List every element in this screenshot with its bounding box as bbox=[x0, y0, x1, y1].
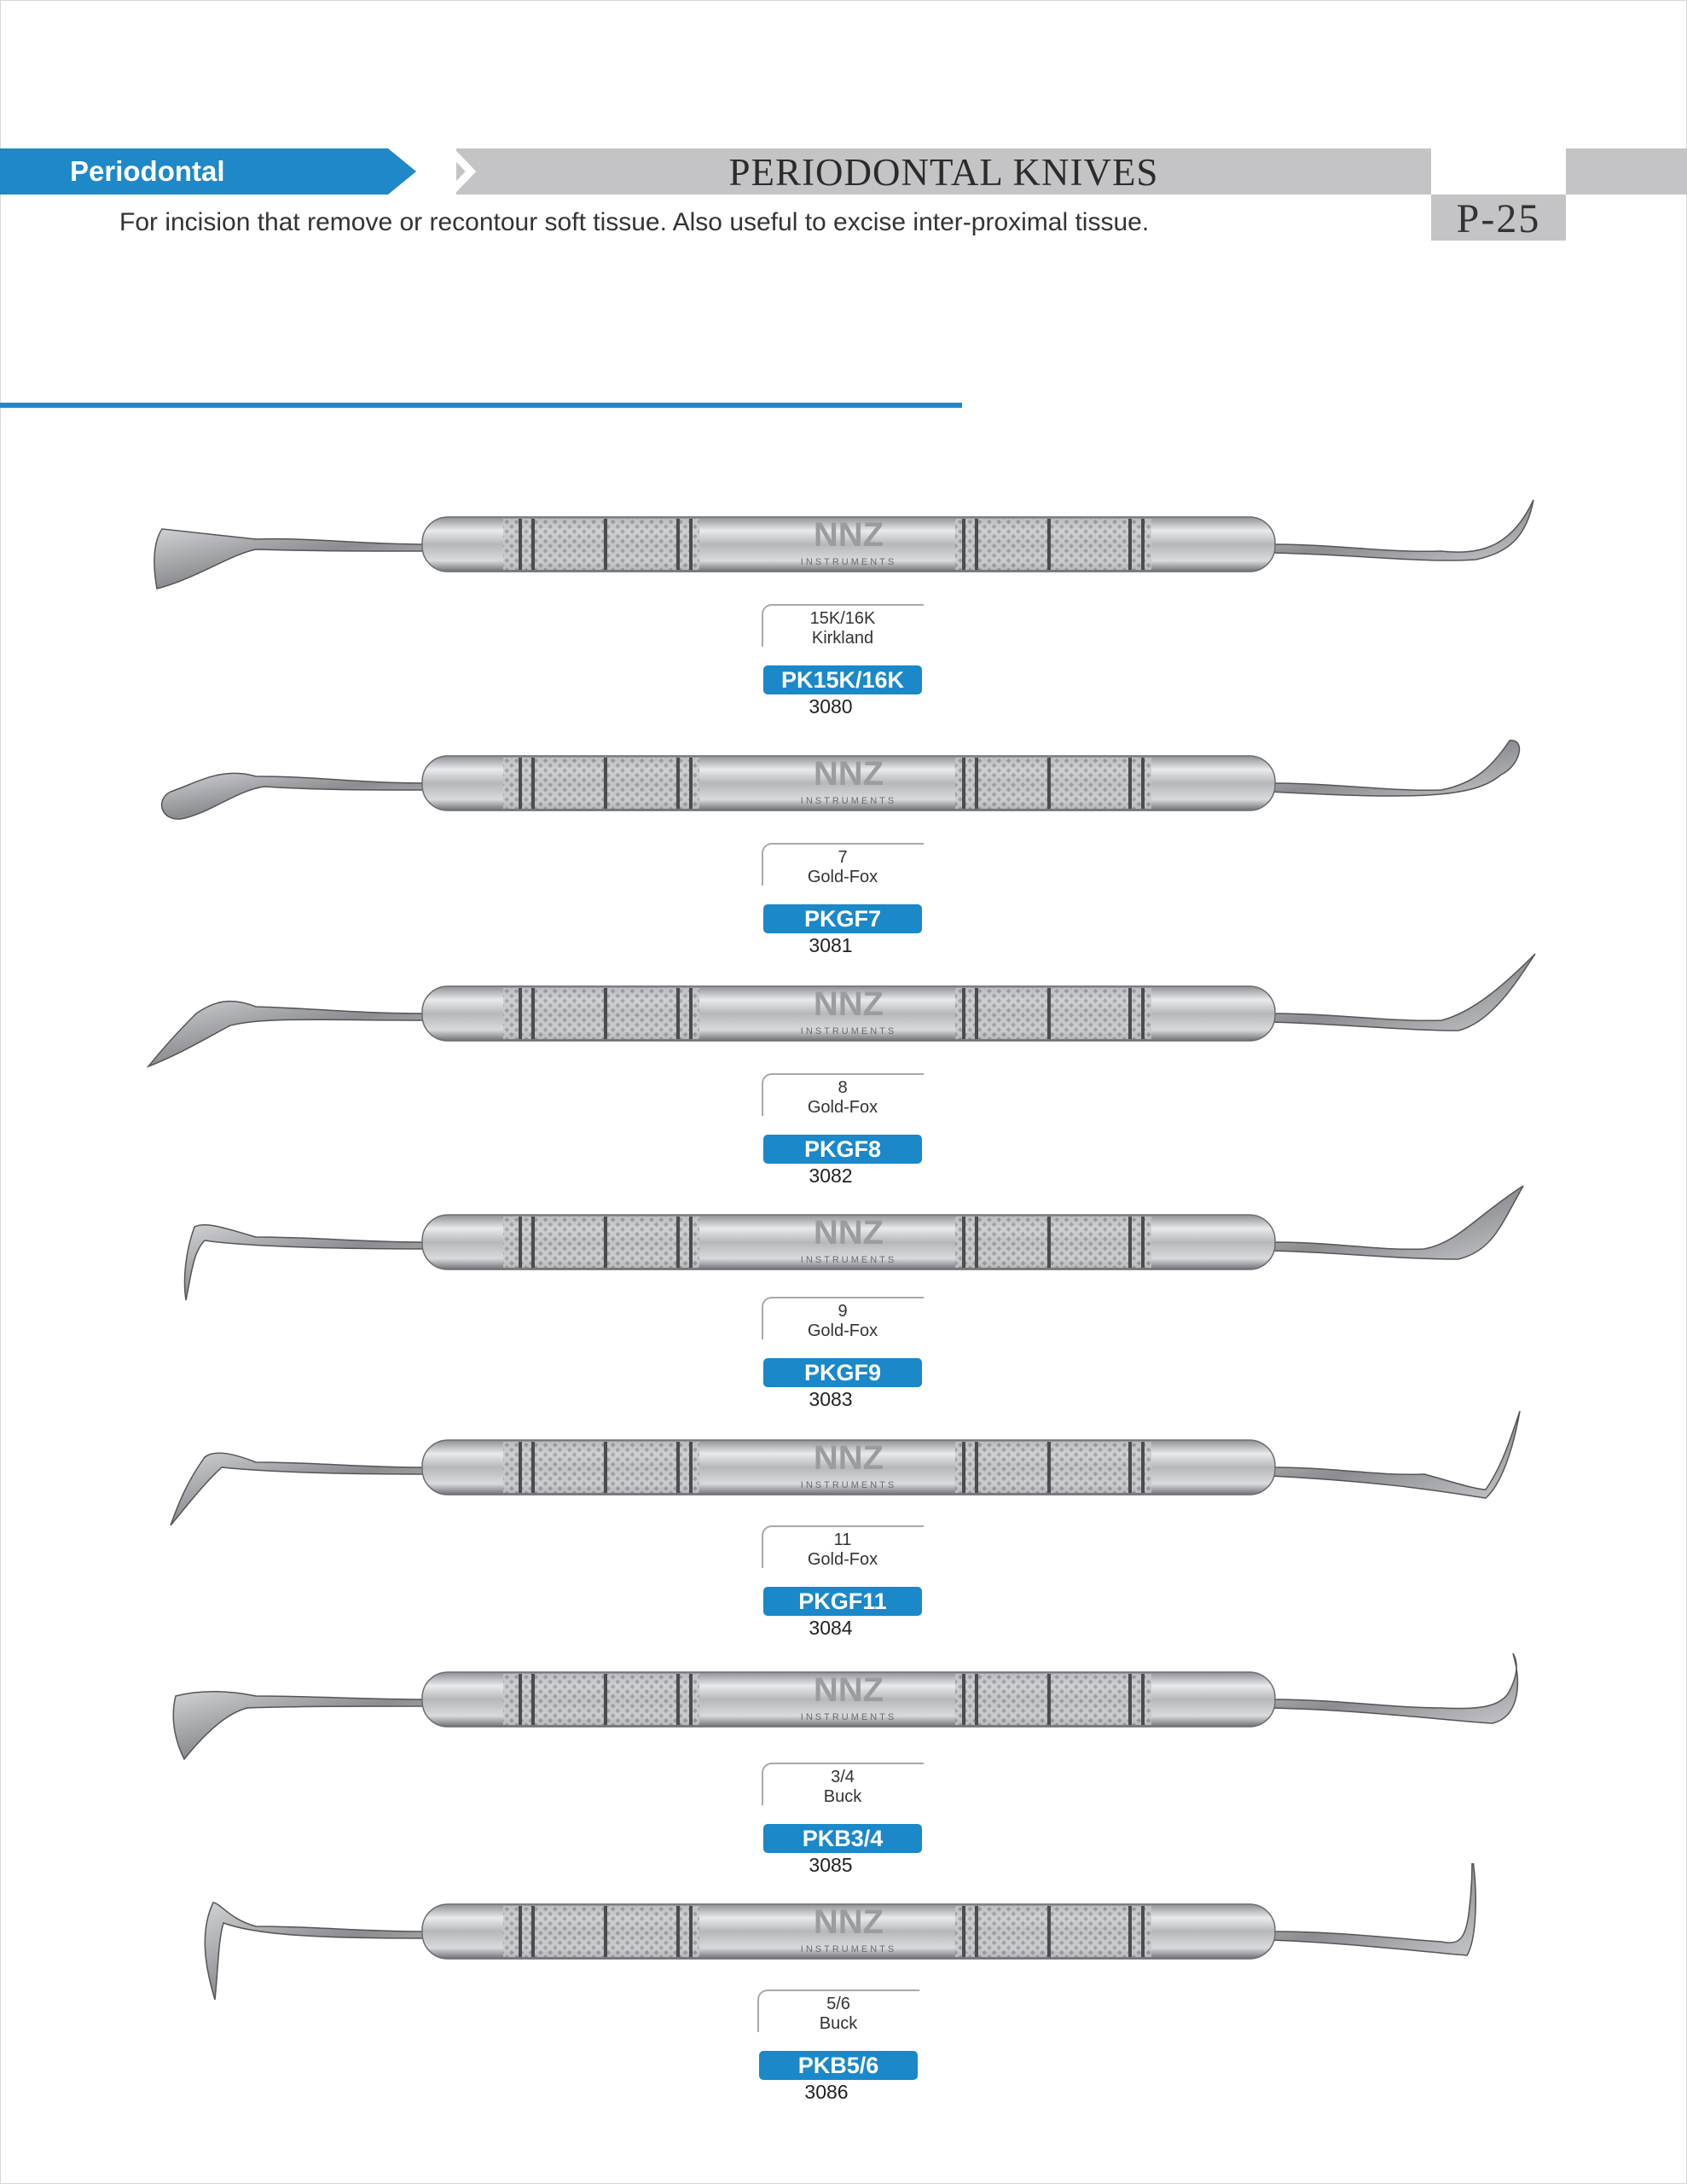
product-code: PKB5/6 bbox=[759, 2051, 918, 2080]
instrument-image bbox=[145, 476, 1552, 613]
page-description: For incision that remove or recontour soft tissue. Also useful to excise inter-proximal tissue. bbox=[119, 208, 1150, 236]
product-size: 9 bbox=[838, 1302, 848, 1321]
product-pattern: Gold-Fox bbox=[807, 1098, 878, 1117]
section-label: Periodontal bbox=[70, 155, 225, 187]
product-pattern: Kirkland bbox=[811, 629, 874, 648]
product-pattern: Gold-Fox bbox=[807, 1321, 878, 1340]
instrument-image bbox=[145, 1863, 1552, 2000]
product-number: 3085 bbox=[809, 1854, 853, 1876]
product-code: PKGF7 bbox=[763, 904, 922, 933]
product-number: 3083 bbox=[809, 1388, 853, 1410]
instrument-image bbox=[145, 945, 1552, 1082]
svg-text:INSTRUMENTS: INSTRUMENTS bbox=[800, 1026, 897, 1037]
page-number: P-25 bbox=[1431, 195, 1566, 241]
page-title: PERIODONTAL KNIVES bbox=[728, 151, 1159, 194]
product-pattern: Buck bbox=[819, 2014, 858, 2033]
product-pattern: Gold-Fox bbox=[807, 868, 878, 886]
instrument-image bbox=[145, 1631, 1552, 1768]
svg-text:INSTRUMENTS: INSTRUMENTS bbox=[800, 557, 897, 567]
product-size: 15K/16K bbox=[809, 609, 876, 628]
product-pattern: Buck bbox=[823, 1787, 862, 1806]
product-number: 3086 bbox=[804, 2081, 849, 2103]
brand-logo: NNZ bbox=[813, 1903, 884, 1941]
svg-text:INSTRUMENTS: INSTRUMENTS bbox=[800, 1480, 897, 1490]
brand-logo: NNZ bbox=[813, 1671, 884, 1709]
product-number: 3081 bbox=[809, 934, 853, 956]
product-size: 3/4 bbox=[831, 1768, 855, 1786]
product-code: PK15K/16K bbox=[763, 665, 922, 694]
product-code: PKGF11 bbox=[763, 1587, 922, 1616]
product-code: PKGF9 bbox=[763, 1358, 922, 1387]
product-size: 7 bbox=[838, 848, 848, 867]
product-number: 3084 bbox=[809, 1617, 853, 1639]
instrument-image bbox=[145, 1174, 1552, 1310]
product-pattern: Gold-Fox bbox=[807, 1550, 878, 1569]
product-size: 5/6 bbox=[826, 1995, 850, 2013]
svg-text:INSTRUMENTS: INSTRUMENTS bbox=[800, 1255, 897, 1265]
instrument-image bbox=[145, 1399, 1552, 1536]
svg-text:INSTRUMENTS: INSTRUMENTS bbox=[800, 1712, 897, 1722]
brand-logo: NNZ bbox=[813, 755, 884, 793]
brand-logo: NNZ bbox=[813, 985, 884, 1023]
brand-logo: NNZ bbox=[813, 1439, 884, 1477]
instrument-image bbox=[145, 715, 1552, 851]
product-size: 11 bbox=[833, 1531, 852, 1549]
divider bbox=[0, 403, 962, 408]
product-code: PKGF8 bbox=[763, 1135, 922, 1164]
svg-text:INSTRUMENTS: INSTRUMENTS bbox=[800, 796, 897, 806]
brand-logo: NNZ bbox=[813, 1214, 884, 1252]
brand-logo: NNZ bbox=[813, 516, 884, 554]
product-number: 3082 bbox=[809, 1165, 853, 1187]
header-band-right bbox=[1566, 148, 1687, 195]
product-number: 3080 bbox=[809, 695, 853, 717]
product-size: 8 bbox=[838, 1078, 848, 1097]
svg-text:INSTRUMENTS: INSTRUMENTS bbox=[800, 1944, 897, 1955]
product-code: PKB3/4 bbox=[763, 1824, 922, 1853]
